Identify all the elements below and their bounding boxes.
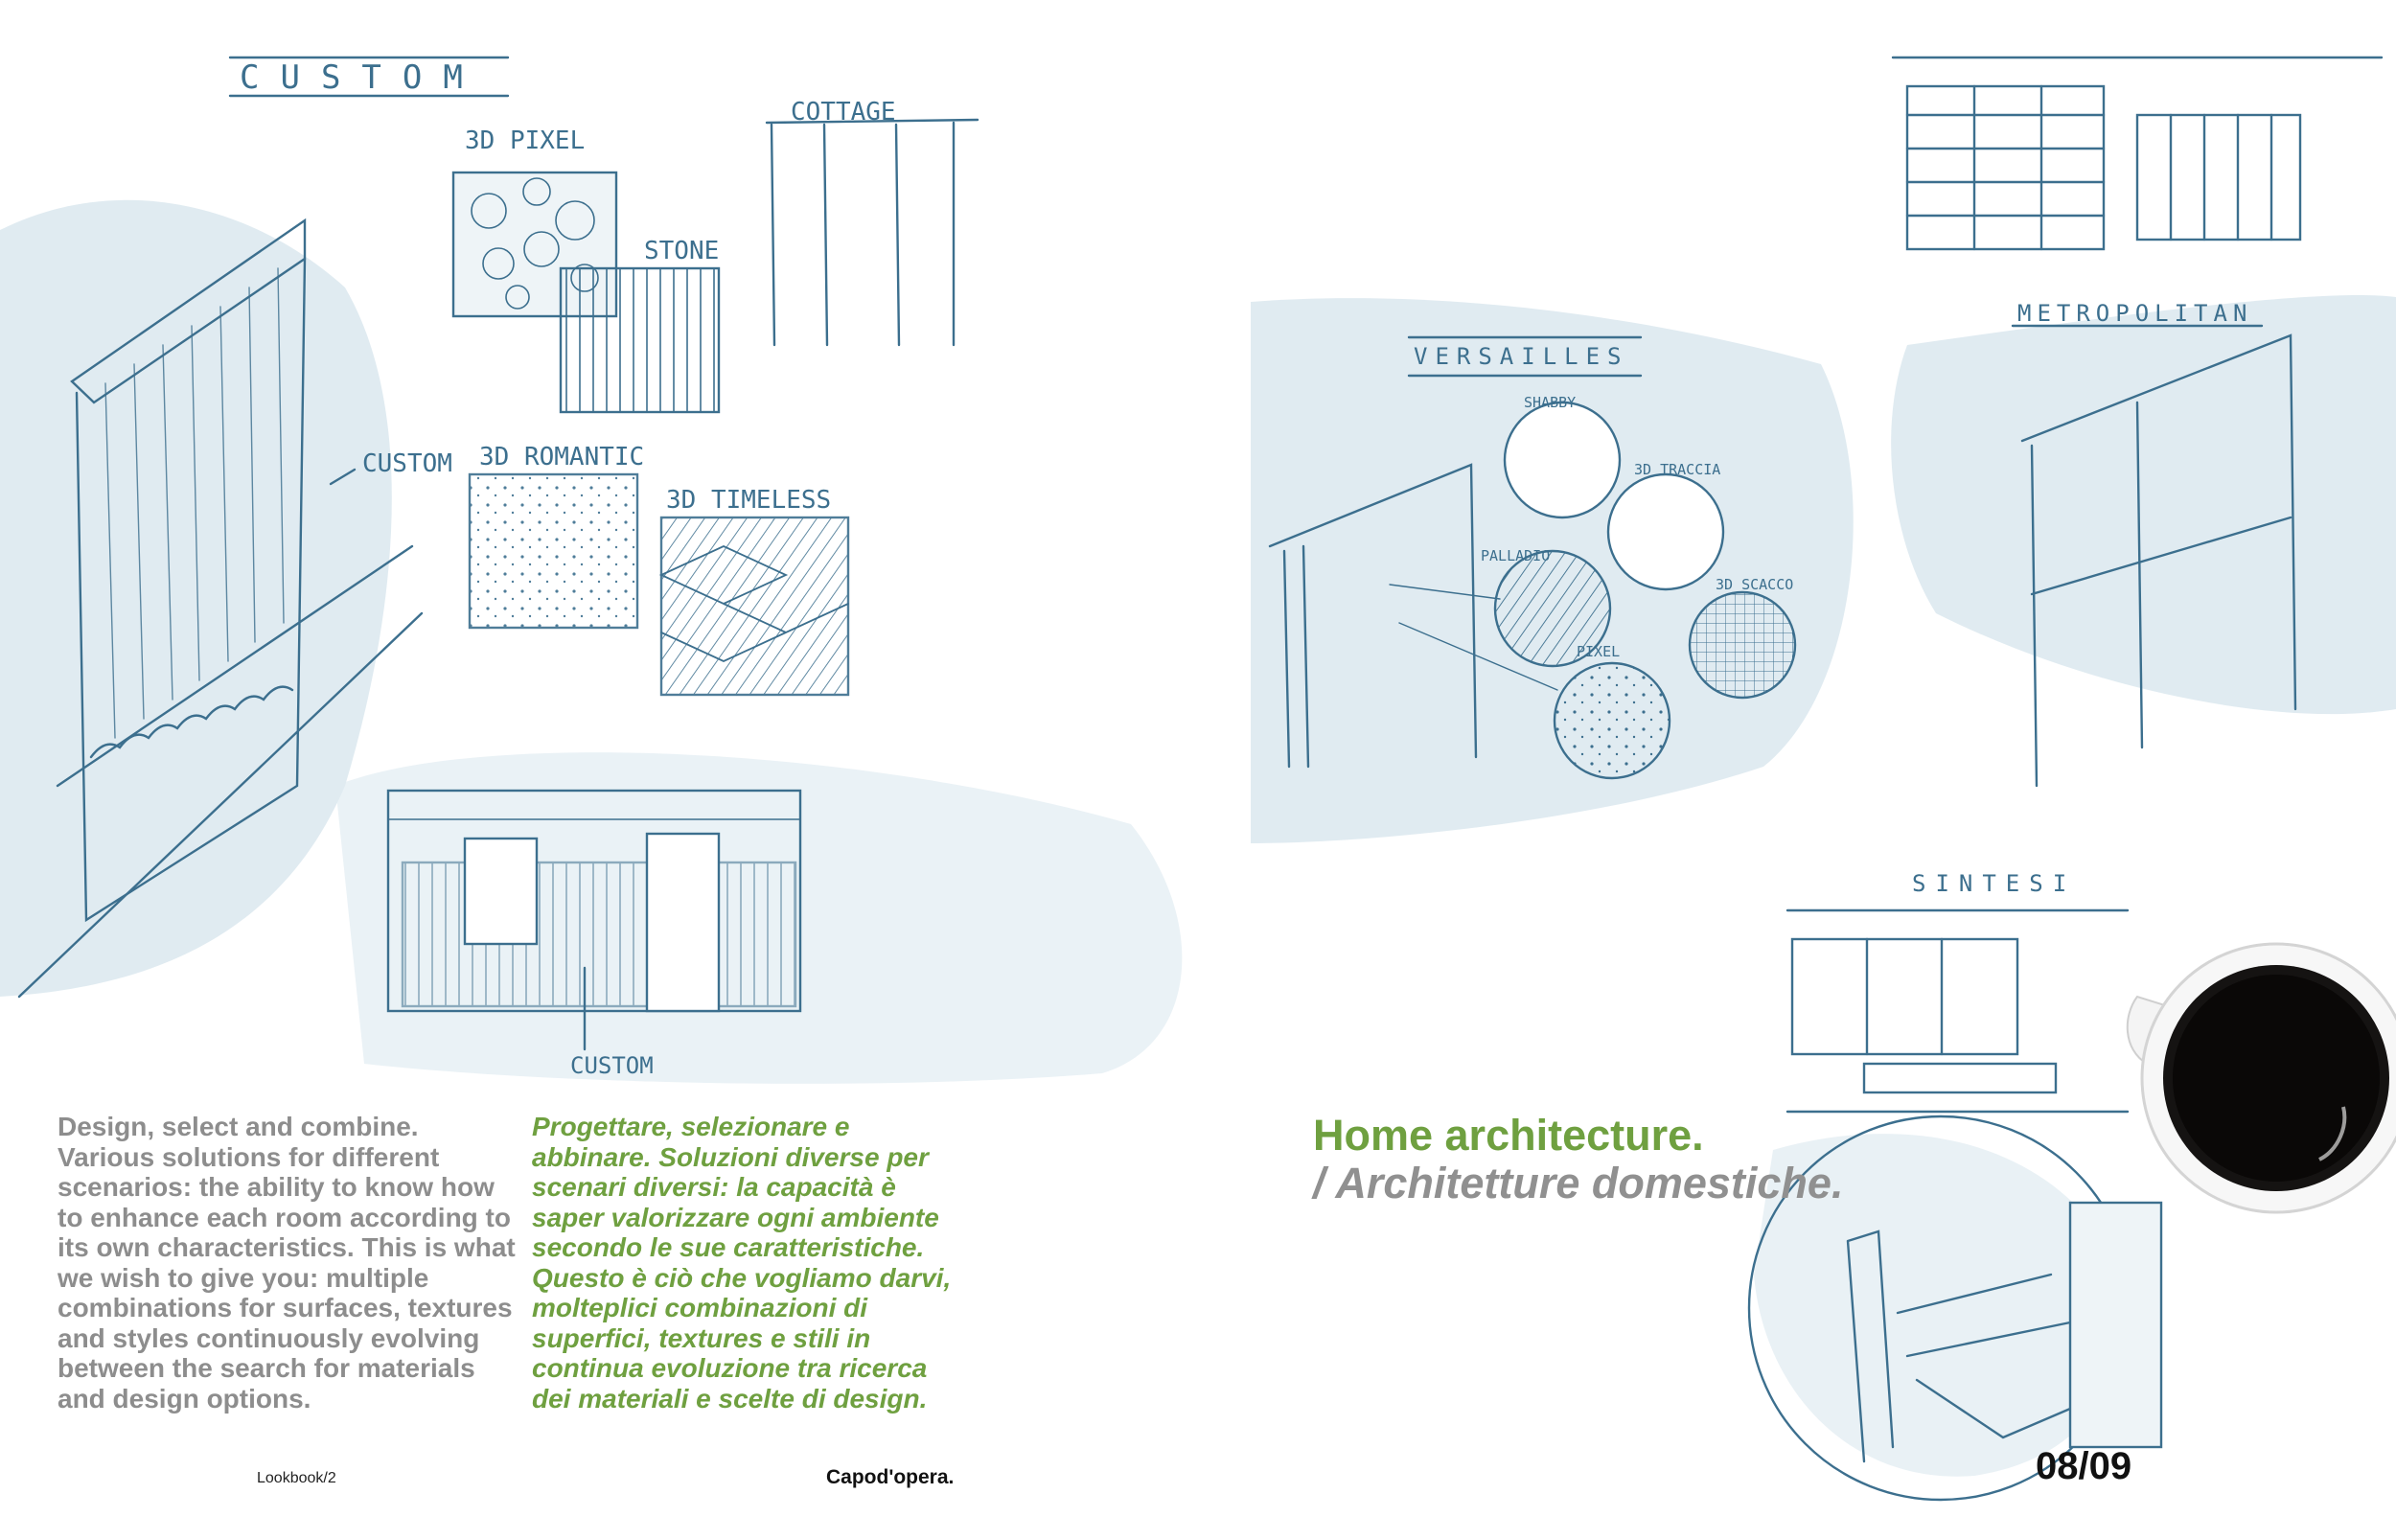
footer-lookbook-label: Lookbook/2: [257, 1470, 336, 1486]
label-pixel: PIXEL: [1577, 643, 1621, 660]
label-3d-romantic: 3D ROMANTIC: [479, 443, 645, 471]
page-number: 08/09: [2036, 1445, 2132, 1487]
label-palladio: PALLADIO: [1481, 547, 1551, 564]
label-metropolitan: METROPOLITAN: [2017, 300, 2253, 327]
label-custom-side: CUSTOM: [362, 449, 452, 478]
label-custom-bottom: CUSTOM: [570, 1052, 654, 1079]
label-3d-timeless: 3D TIMELESS: [666, 486, 832, 515]
label-shabby: SHABBY: [1524, 394, 1577, 411]
page-title: Home architecture.: [1313, 1111, 1704, 1160]
body-text-italian: Progettare, selezionare e abbinare. Soluzioni diverse per scenari diversi: la capacità è saper valorizzare ogni ambiente secondo le sue caratteristiche. Questo è ciò che vogliamo darvi, molteplici combinazioni di superfici, textures e stili in continua evoluzione tra ricerca dei materiali e scelte di design.: [532, 1112, 952, 1414]
label-stone: STONE: [644, 237, 720, 265]
body-text-english: Design, select and combine. Various solutions for different scenarios: the ability to know how to enhance each room according to its own characteristics. This is what we wish to give you: multiple combinations for surfaces, textures and styles continuously evolving between the search for materials and design options.: [58, 1112, 516, 1414]
page-subtitle: / Architetture domestiche.: [1313, 1159, 1844, 1207]
label-cottage: COTTAGE: [791, 98, 896, 126]
label-3d-pixel: 3D PIXEL: [465, 126, 586, 155]
coffee-cup: [2128, 944, 2396, 1212]
label-3d-traccia: 3D TRACCIA: [1634, 461, 1721, 478]
label-versailles: VERSAILLES: [1414, 343, 1629, 370]
label-sintesi: SINTESI: [1912, 870, 2077, 897]
label-custom-header: CUSTOM: [240, 58, 484, 97]
brand-logo: Capod'opera.: [826, 1466, 955, 1488]
label-3d-scacco: 3D SCACCO: [1716, 576, 1794, 593]
